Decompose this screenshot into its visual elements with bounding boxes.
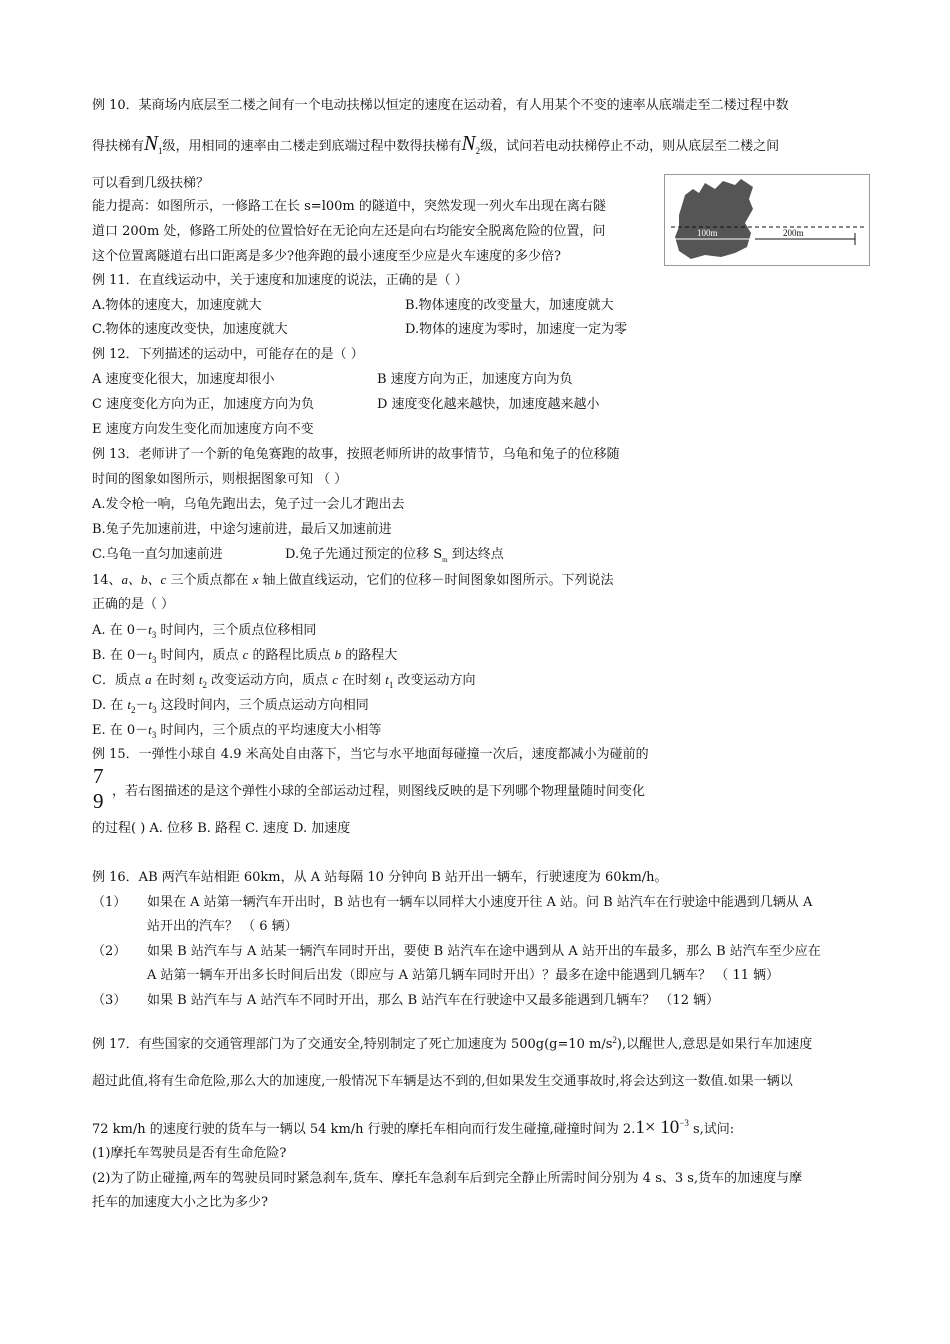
tunnel-diagram — [665, 175, 869, 265]
ex12-option-c: C 速度变化方向为正，加速度方向为负 — [92, 397, 315, 412]
opt-b-text-2: 的路程比质点 — [248, 648, 335, 663]
opt-b-lead: B. 在 0－ — [92, 648, 149, 663]
opt-c-text-1: 在时刻 — [151, 673, 199, 688]
ex17-scientific-base: 1× 10 — [635, 1117, 680, 1138]
ex17-exponent-minus3: −3 — [679, 1118, 689, 1128]
ex14-text-a: 三个质点都在 — [166, 573, 253, 588]
n2-subscript: 2 — [475, 146, 481, 156]
ex14-option-d — [92, 696, 369, 719]
opt-a-text: 时间内，三个质点位移相同 — [156, 623, 317, 638]
ex13-question-2: 时间的图象如图所示，则根据图象可知 （ ） — [92, 472, 348, 487]
t3-subscript: 3 — [151, 630, 157, 640]
ex14-question-2: 正确的是（ ） — [92, 597, 175, 612]
var-b: b — [334, 647, 342, 662]
fraction-denominator: 9 — [93, 789, 104, 813]
ex11-option-b: B.物体速度的改变量大，加速度就大 — [405, 298, 614, 313]
ex13-option-a: A.发令枪一响，乌龟先跑出去，兔子过一会儿才跑出去 — [92, 497, 405, 512]
t-symbol: t — [148, 622, 152, 637]
t-symbol: t — [148, 697, 153, 712]
var-c: c — [242, 647, 249, 662]
ex16-part1-line2: 站开出的汽车？ （ 6 辆） — [147, 919, 298, 934]
opt-d-lead: D. 在 — [92, 698, 128, 713]
t1-subscript: 1 — [388, 680, 394, 690]
dash: － — [135, 698, 149, 713]
ex17-exponent-2: 2 — [612, 1035, 617, 1045]
ex16-part2-line2: A 站第一辆车开出多长时间后出发（即应与 A 站第几辆车同时开出）？最多在途中能遇到几辆车？ （ 11 辆） — [147, 968, 780, 983]
ex14-question-1 — [92, 571, 614, 590]
ex13-question-1: 例 13．老师讲了一个新的龟兔赛跑的故事，按照老师所讲的故事情节，乌龟和兔子的位移随 — [92, 447, 620, 462]
ex17-line1-text-b: ),以醒世人,意思是如果行车加速度 — [616, 1037, 813, 1052]
ex14-particles: a、b、c — [121, 572, 167, 587]
ex17-line3 — [92, 1111, 734, 1142]
ex14-option-b — [92, 646, 397, 669]
ex14-option-e — [92, 721, 381, 744]
fraction-numerator: 7 — [93, 764, 104, 788]
ex13-option-d — [285, 546, 504, 569]
opt-a-lead: A. 在 0－ — [92, 623, 149, 638]
ex16-part2-line1: 如果 B 站汽车与 A 站某一辆汽车同时开出，要使 B 站汽车在途中遇到从 A 站开出的车最多，那么 B 站汽车至少应在 — [147, 944, 821, 959]
n1-symbol: N — [144, 131, 159, 155]
ex10-line3: 可以看到几级扶梯？ — [92, 176, 210, 191]
ex11-question: 例 11．在直线运动中，关于速度和加速度的说法，正确的是（ ） — [92, 273, 468, 288]
ex12-option-a: A 速度变化很大，加速度却很小 — [92, 372, 275, 387]
ex10-line1: 例 10．某商场内底层至二楼之间有一个电动扶梯以恒定的速度在运动着，有人用某个不变的速率从底端走至二楼过程中数 — [92, 98, 789, 113]
ex16-num-1: （1） — [92, 895, 127, 910]
t3-subscript: 3 — [152, 705, 157, 715]
ex14-option-c — [92, 671, 476, 694]
sm-subscript: m — [442, 556, 448, 564]
ex17-question-2-line2: 托车的加速度大小之比为多少? — [92, 1195, 268, 1210]
ability-line2: 道口 200m 处，修路工所处的位置恰好在无论向左还是向右均能安全脱离危险的位置，问 — [92, 224, 606, 239]
opt-c-text-3: 在时刻 — [338, 673, 386, 688]
ex11-option-c: C.物体的速度改变快，加速度就大 — [92, 322, 288, 337]
ex14-text-b: 轴上做直线运动，它们的位移－时间图象如图所示。下列说法 — [258, 573, 614, 588]
ex11-option-a: A.物体的速度大，加速度就大 — [92, 298, 262, 313]
ex14-x-axis: x — [252, 572, 259, 587]
t-symbol: t — [385, 672, 389, 687]
opt-c-text-4: 改变运动方向 — [393, 673, 476, 688]
opt-e-lead: E. 在 0－ — [92, 723, 149, 738]
t2-subscript: 2 — [202, 680, 207, 690]
tunnel-figure — [664, 174, 870, 266]
ex12-question: 例 12．下列描述的运动中，可能存在的是（ ） — [92, 347, 364, 362]
ex13-option-d-tail: 到达终点 — [447, 547, 504, 562]
ex13-option-b: B.兔子先加速前进，中途匀速前进，最后又加速前进 — [92, 522, 392, 537]
t-symbol: t — [127, 697, 131, 712]
t-symbol: t — [198, 672, 203, 687]
ex16-question: 例 16．AB 两汽车站相距 60km，从 A 站每隔 10 分钟向 B 站开出一辆车，行驶速度为 60km/h。 — [92, 870, 668, 885]
ex14-option-a — [92, 621, 316, 644]
ex14-number: 14、 — [92, 573, 122, 588]
opt-b-text-3: 的路程大 — [341, 648, 398, 663]
opt-c-text-2: 改变运动方向，质点 — [206, 673, 333, 688]
t3-subscript: 3 — [151, 730, 157, 740]
ex17-line3-text-b: s,试问: — [688, 1122, 735, 1137]
ex17-line1-text-a: 例 17．有些国家的交通管理部门为了交通安全,特别制定了死亡加速度为 500g(g=10 m/s — [92, 1037, 613, 1052]
ex10-text-b: 级，用相同的速率由二楼走到底端过程中数得扶梯有 — [162, 139, 462, 154]
ex16-part3: 如果 B 站汽车与 A 站汽车不同时开出，那么 B 站汽车在行驶途中又最多能遇到几辆车？ （12 辆） — [147, 993, 720, 1008]
opt-c-lead: C．质点 — [92, 673, 146, 688]
ex15-line1: 例 15．一弹性小球自 4.9 米高处自由落下，当它与水平地面每碰撞一次后，速度都减小为碰前的 — [92, 747, 649, 762]
ex15-line2: ，若右图描述的是这个弹性小球的全部运动过程，则图线反映的是下列哪个物理量随时间变化 — [112, 784, 646, 799]
ex12-option-b: B 速度方向为正，加速度方向为负 — [377, 372, 573, 387]
t2-subscript: 2 — [130, 705, 136, 715]
ex10-line2 — [92, 130, 779, 164]
mountain-shape — [675, 179, 753, 259]
n2-symbol: N — [461, 131, 476, 155]
ex10-text-a: 得扶梯有 — [92, 139, 145, 154]
opt-d-text: 这段时间内，三个质点运动方向相同 — [156, 698, 369, 713]
ex11-option-d: D.物体的速度为零时，加速度一定为零 — [405, 322, 628, 337]
ex13-option-d-text: D.兔子先通过预定的位移 S — [285, 547, 443, 562]
label-200m: 200m — [783, 228, 804, 238]
n1-subscript: 1 — [158, 146, 163, 156]
t-symbol: t — [148, 722, 152, 737]
ex17-line3-text-a: 72 km/h 的速度行驶的货车与一辆以 54 km/h 行驶的摩托车相向而行发生碰撞,碰撞时间为 2. — [92, 1122, 636, 1137]
ex16-num-2: （2） — [92, 944, 127, 959]
ability-line3: 这个位置离隧道右出口距离是多少?他奔跑的最小速度至少应是火车速度的多少倍? — [92, 249, 561, 264]
t3-subscript: 3 — [151, 655, 157, 665]
ex12-option-e: E 速度方向发生变化而加速度方向不变 — [92, 422, 314, 437]
ex12-option-d: D 速度变化越来越快，加速度越来越小 — [377, 397, 600, 412]
ex17-line2: 超过此值,将有生命危险,那么大的加速度,一般情况下车辆是达不到的,但如果发生交通事故时,将会达到这一数值.如果一辆以 — [92, 1074, 793, 1089]
opt-e-text: 时间内，三个质点的平均速度大小相等 — [156, 723, 382, 738]
label-100m: 100m — [697, 228, 718, 238]
ex10-text-c: 级，试问若电动扶梯停止不动，则从底层至二楼之间 — [480, 139, 780, 154]
ex13-option-c: C.乌龟一直匀加速前进 — [92, 547, 223, 562]
ability-line1: 能力提高：如图所示，一修路工在长 s=l00m 的隧道中，突然发现一列火车出现在离右隧 — [92, 199, 606, 214]
ex16-num-3: （3） — [92, 993, 127, 1008]
ex17-line1 — [92, 1031, 812, 1054]
ex17-question-2-line1: (2)为了防止碰撞,两车的驾驶员同时紧急刹车,货车、摩托车急刹车后到完全静止所需时间分别为 4 s、3 s,货车的加速度与摩 — [92, 1171, 803, 1186]
opt-b-text-1: 时间内，质点 — [156, 648, 243, 663]
t-symbol: t — [148, 647, 152, 662]
var-c: c — [332, 672, 339, 687]
ex17-question-1: (1)摩托车驾驶员是否有生命危险? — [92, 1146, 287, 1161]
ex16-part1-line1: 如果在 A 站第一辆汽车开出时，B 站也有一辆车以同样大小速度开往 A 站。问 B 站汽车在行驶途中能遇到几辆从 A — [147, 895, 813, 910]
ex15-line3: 的过程( ) A. 位移 B. 路程 C. 速度 D. 加速度 — [92, 821, 351, 836]
var-a: a — [145, 672, 152, 687]
